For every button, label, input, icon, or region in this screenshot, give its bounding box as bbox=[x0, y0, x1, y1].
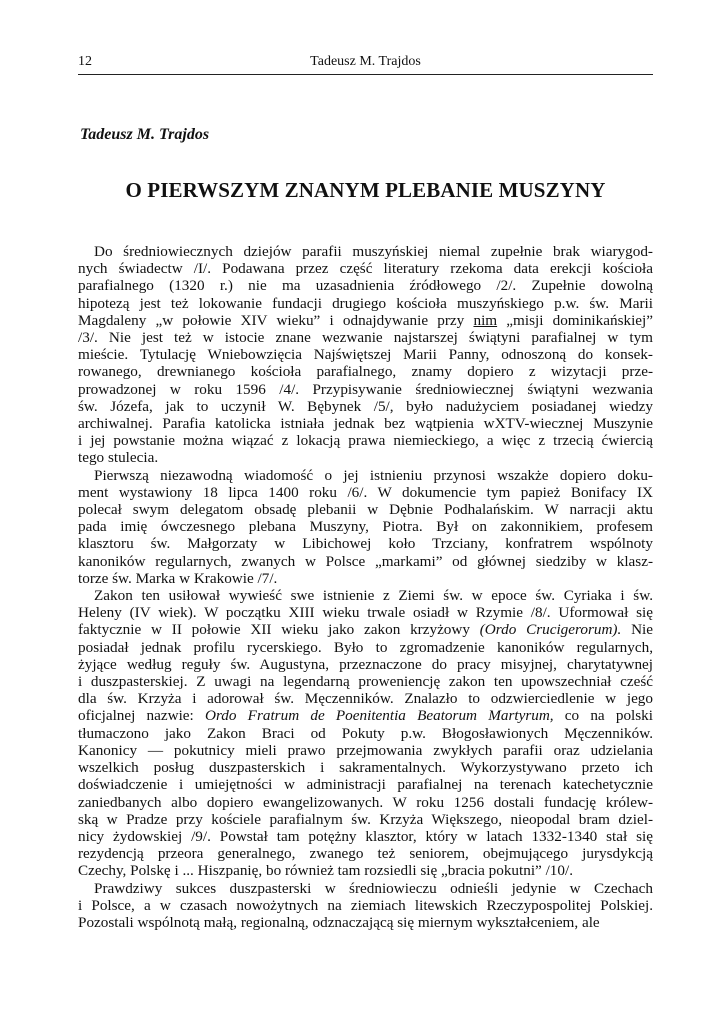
text-line bbox=[78, 312, 653, 329]
article-body bbox=[78, 243, 653, 931]
text-line: rezydencją przeora generalnego, zwanego też seniorem, obejmującego jurysdykcją bbox=[78, 845, 653, 863]
text-line: kanoników regularnych, zwanych w Polsce „markami” od głównej siedziby w klasz- bbox=[78, 552, 653, 570]
text-segment: oficjalnej nazwie: bbox=[78, 707, 205, 725]
text-line: pada imię ówczesnego plebana Muszyny, Piotra. Był on zakonnikiem, profesem bbox=[78, 518, 653, 536]
article-title: O PIERWSZYM ZNANYM PLEBANIE MUSZYNY bbox=[125, 178, 606, 202]
text-line: Pozostali wspólnotą małą, regionalną, odznaczającą się miernym wykształceniem, ale bbox=[78, 913, 600, 931]
text-line: Prawdziwy sukces duszpasterski w średniowieczu odnieśli jedynie w Czechach bbox=[94, 879, 653, 897]
running-header bbox=[78, 54, 653, 75]
text-line: posiadał jednak profilu rycerskiego. Było to zgromadzenie kanoników regularnych, bbox=[78, 638, 653, 656]
text-line: Czechy, Polskę i ... Hiszpanię, bo również tam rozsiedli się „bracia pokutni” /10/. bbox=[78, 862, 574, 880]
text-line: polecał swym delegatom obsadę plebanii w Dębnie Podhalańskim. W narracji aktu bbox=[78, 501, 653, 519]
text-line: mieście. Tytulację Wniebowzięcia Najświętszej Marii Panny, odnoszoną do konsek- bbox=[78, 346, 653, 364]
document-page bbox=[78, 0, 653, 1024]
text-line: Kanonicy — pokutnicy mieli prawo przejmowania zwykłych parafii oraz udzielania bbox=[78, 741, 653, 759]
paragraph bbox=[78, 880, 653, 932]
text-segment: co na polski bbox=[553, 707, 653, 725]
text-line: /3/. Nie jest też w istocie znane wezwanie najstarszej świątyni parafialnej w tym bbox=[78, 329, 653, 347]
text-line: ment wystawiony 18 lipca 1400 roku /6/. W dokumencie tym papież Bonifacy IX bbox=[78, 483, 653, 501]
article-author: Tadeusz M. Trajdos bbox=[80, 126, 210, 143]
page-number: 12 bbox=[78, 54, 92, 69]
text-line bbox=[78, 621, 653, 638]
text-line: nych świadectw /I/. Podawana przez część literatury rzekoma data erekcji kościoła bbox=[78, 260, 653, 278]
paragraph bbox=[78, 243, 653, 467]
text-line: klasztoru św. Małgorzaty w Libichowej koło Trzciany, konfratrem wspólnoty bbox=[78, 535, 653, 553]
text-line: Do średniowiecznych dziejów parafii muszyńskiej niemal zupełnie brak wiarygod- bbox=[94, 243, 653, 260]
text-line: prowadzonej w roku 1596 /4/. Przypisywanie średniowiecznej świątyni wezwania bbox=[78, 380, 653, 398]
text-line: i Polsce, a w czasach nowożytnych na ziemiach litewskich Rzeczypospolitej Polskiej. bbox=[78, 896, 653, 914]
text-segment: Magdaleny „w połowie XIV wieku” i odnajdywanie przy bbox=[78, 311, 474, 329]
text-line: rowanego, drewnianego kościoła parafialnego, znamy dopiero z wizytacji prze- bbox=[78, 363, 653, 381]
text-segment: Ordo Fratrum de Poenitentia Beatorum Martyrum, bbox=[204, 707, 554, 725]
text-line: Zakon ten usiłował wywieść swe istnienie z Ziemi św. w epoce św. Cyriaka i św. bbox=[94, 587, 653, 605]
text-line: wszelkich posług duszpasterskich i sakramentalnych. Wykorzystywano przeto ich bbox=[78, 759, 653, 777]
text-line: Pierwszą niezawodną wiadomość o jej istnieniu przynosi wszakże dopiero doku- bbox=[94, 466, 653, 484]
paragraph bbox=[78, 587, 653, 879]
text-line: Heleny (IV wiek). W początku XIII wieku trwale osiadł w Rzymie /8/. Uformował się bbox=[78, 604, 653, 622]
running-header-author: Tadeusz M. Trajdos bbox=[310, 54, 421, 69]
text-line: hipotezą jest też lokowanie fundacji drugiego kościoła muszyńskiego p.w. św. Marii bbox=[78, 294, 653, 312]
text-line: św. Józefa, jak to uczynił W. Bębynek /5/, było nadużyciem posiadanej wiedzy bbox=[78, 397, 653, 415]
paragraph bbox=[78, 467, 653, 587]
text-segment: (Ordo Crucigerorum). bbox=[479, 621, 622, 639]
text-line: ską w Pradze przy kościele parafialnym św. Krzyża Większego, nieopodal bram dziel- bbox=[78, 810, 653, 828]
text-line: dla św. Krzyża i adorował św. Męczenników. Znalazło to odzwierciedlenie w jego bbox=[78, 690, 653, 708]
text-line: parafialnego (1320 r.) nie ma uzasadnienia źródłowego /2/. Zupełnie dowolną bbox=[78, 277, 653, 295]
text-line: archiwalnej. Parafia katolicka istniała jednak bez wątpienia wXTV-wiecznej Muszynie bbox=[78, 415, 653, 433]
text-line: nicy żydowskiej /9/. Powstał tam potężny klasztor, który w latach 1332-1340 stał się bbox=[78, 827, 653, 845]
text-line bbox=[78, 707, 653, 724]
text-segment: Nie bbox=[621, 621, 653, 639]
text-line: żyjące według reguły św. Augustyna, przeznaczone do pracy misyjnej, charytatywnej bbox=[78, 655, 653, 673]
text-line: tego stulecia. bbox=[78, 449, 159, 467]
text-segment: „misji dominikańskiej” bbox=[497, 311, 653, 329]
text-line: i jej powstanie można wiązać z lokacją prawa niemieckiego, a więc z trzecią ćwiercią bbox=[78, 432, 653, 450]
text-line: doświadczenie i umiejętności w administracji parafialnej na terenach katechetycznie bbox=[78, 776, 653, 794]
text-segment: nim bbox=[473, 311, 498, 329]
text-line: i duszpasterskiej. Z uwagi na legendarną proweniencję zakon ten upowszechniał cześć bbox=[78, 673, 653, 691]
text-line: torze św. Marka w Krakowie /7/. bbox=[78, 569, 278, 587]
text-line: tłumaczono jako Zakon Braci od Pokuty p.w. Błogosławionych Męczenników. bbox=[78, 724, 653, 742]
text-line: zaniedbanych albo dopiero ewangelizowanych. W roku 1256 dostali fundację królew- bbox=[78, 793, 653, 811]
text-segment: faktycznie w II połowie XII wieku jako zakon krzyżowy bbox=[78, 621, 480, 639]
